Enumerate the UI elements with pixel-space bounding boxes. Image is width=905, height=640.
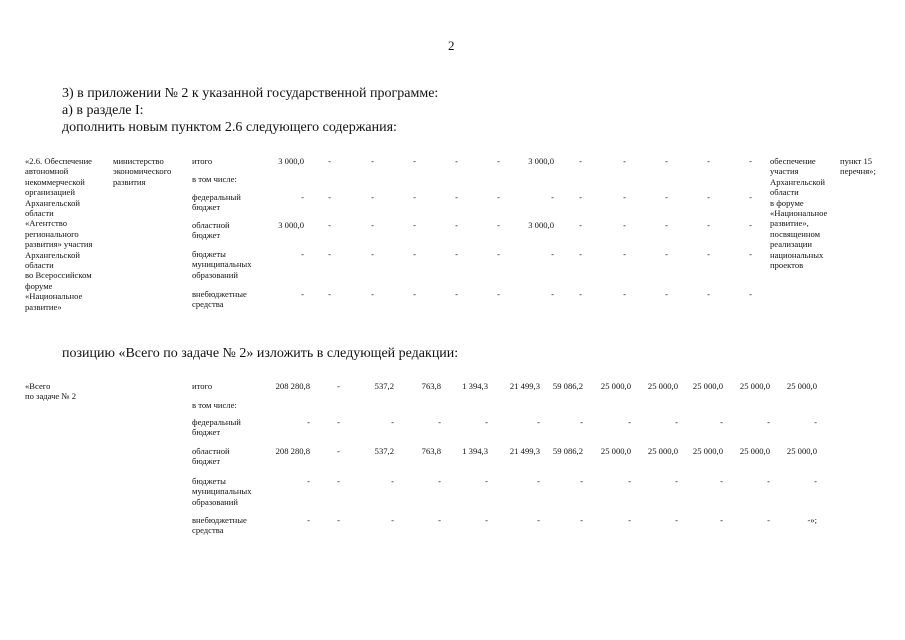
value-cell: - xyxy=(623,289,626,299)
value-cell: - xyxy=(413,289,416,299)
value-cell: 59 086,2 xyxy=(552,381,583,391)
intro-line-3: дополнить новым пунктом 2.6 следующего содержания: xyxy=(62,120,397,135)
link-line: пункт 15 xyxy=(840,156,873,166)
value-cell: - xyxy=(720,476,723,486)
value-cell: - xyxy=(337,381,340,391)
value-cell: - xyxy=(438,476,441,486)
value-cell: - xyxy=(371,289,374,299)
value-cell: - xyxy=(767,476,770,486)
value-cell: - xyxy=(301,249,304,259)
value-cell: - xyxy=(579,220,582,230)
source-line: бюджет xyxy=(192,427,221,438)
value-cell: - xyxy=(749,249,752,259)
item-name-line: автономной xyxy=(25,166,69,177)
result-line: реализации xyxy=(770,239,812,250)
value-cell: - xyxy=(675,476,678,486)
value-cell: - xyxy=(307,417,310,427)
source-line: бюджеты xyxy=(192,476,226,486)
result-line: проектов xyxy=(770,260,804,270)
item-name-line: «2.6. Обеспечение xyxy=(25,156,92,166)
value-cell: - xyxy=(665,249,668,259)
value-cell: - xyxy=(749,192,752,202)
source-line: средства xyxy=(192,525,224,536)
value-cell: - xyxy=(413,220,416,230)
item-name-line: по задаче № 2 xyxy=(25,391,77,402)
result-line: области xyxy=(770,187,799,198)
item-name-line: Архангельской xyxy=(25,249,80,260)
item-name-line: области xyxy=(25,260,54,270)
executor-line: министерство xyxy=(113,156,164,166)
intro-line-1: 3) в приложении № 2 к указанной государственной программе: xyxy=(62,86,439,101)
item-name-line: форуме xyxy=(25,280,53,291)
value-cell: - xyxy=(537,515,540,525)
value-cell: 25 000,0 xyxy=(739,381,770,391)
value-cell: - xyxy=(391,515,394,525)
value-cell: - xyxy=(623,192,626,202)
source-line: в том числе: xyxy=(192,174,237,184)
source-line: областной xyxy=(192,446,230,456)
value-cell: - xyxy=(307,515,310,525)
value-cell: 21 499,3 xyxy=(509,381,540,391)
value-cell: - xyxy=(438,515,441,525)
value-cell: - xyxy=(551,249,554,259)
value-cell: - xyxy=(675,515,678,525)
value-cell: - xyxy=(455,249,458,259)
executor-line: экономического xyxy=(113,166,172,177)
value-cell: 1 394,3 xyxy=(462,381,488,391)
value-cell: - xyxy=(497,156,500,166)
value-cell: - xyxy=(301,192,304,202)
value-cell: - xyxy=(579,249,582,259)
value-cell: - xyxy=(665,156,668,166)
value-cell: - xyxy=(413,249,416,259)
value-cell: - xyxy=(328,249,331,259)
value-cell: - xyxy=(749,289,752,299)
value-cell: 208 280,8 xyxy=(275,381,310,391)
value-cell: - xyxy=(623,249,626,259)
value-cell: - xyxy=(438,417,441,427)
item-name-line: области xyxy=(25,208,54,218)
value-cell: - xyxy=(767,515,770,525)
intro-line-2: а) в разделе I: xyxy=(62,103,144,118)
value-cell: - xyxy=(337,417,340,427)
link-line: перечня»; xyxy=(840,166,876,177)
value-cell: - xyxy=(328,220,331,230)
value-cell: - xyxy=(628,417,631,427)
source-line: образований xyxy=(192,496,238,507)
value-cell: - xyxy=(413,192,416,202)
source-line: бюджет xyxy=(192,456,221,467)
value-cell: 537,2 xyxy=(374,381,394,391)
value-cell: - xyxy=(485,476,488,486)
result-line: «Национальное xyxy=(770,208,828,218)
value-cell: - xyxy=(371,192,374,202)
source-line: областной xyxy=(192,220,230,230)
value-cell: - xyxy=(665,192,668,202)
item-name-line: некоммерческой xyxy=(25,176,85,187)
value-cell: - xyxy=(485,515,488,525)
value-cell: - xyxy=(337,476,340,486)
value-cell: - xyxy=(537,476,540,486)
value-cell: 763,8 xyxy=(421,381,441,391)
value-cell: - xyxy=(707,192,710,202)
value-cell: 3 000,0 xyxy=(278,220,304,230)
value-cell: - xyxy=(749,220,752,230)
source-line: муниципальных xyxy=(192,486,252,497)
value-cell: - xyxy=(328,192,331,202)
value-cell: - xyxy=(337,446,340,456)
value-cell: - xyxy=(497,220,500,230)
source-line: бюджет xyxy=(192,202,221,213)
value-cell: - xyxy=(328,156,331,166)
item-name-line: «Агентство xyxy=(25,218,68,229)
source-line: муниципальных xyxy=(192,259,252,270)
value-cell: 208 280,8 xyxy=(275,446,310,456)
source-line: образований xyxy=(192,269,238,280)
value-cell: 25 000,0 xyxy=(600,446,631,456)
source-line: федеральный xyxy=(192,417,241,427)
value-cell: - xyxy=(814,417,817,427)
value-cell: - xyxy=(579,192,582,202)
result-line: обеспечение xyxy=(770,156,816,166)
value-cell: - xyxy=(579,289,582,299)
value-cell: - xyxy=(328,289,331,299)
value-cell: 25 000,0 xyxy=(647,446,678,456)
value-cell: - xyxy=(628,476,631,486)
value-cell: - xyxy=(707,156,710,166)
value-cell: - xyxy=(580,476,583,486)
value-cell: 1 394,3 xyxy=(462,446,488,456)
value-cell: - xyxy=(497,289,500,299)
source-line: бюджет xyxy=(192,230,221,241)
value-cell: 3 000,0 xyxy=(278,156,304,166)
value-cell: - xyxy=(371,156,374,166)
value-cell: - xyxy=(665,220,668,230)
value-cell: - xyxy=(675,417,678,427)
value-cell: - xyxy=(720,515,723,525)
value-cell: - xyxy=(455,289,458,299)
item-name-line: Архангельской xyxy=(25,197,80,208)
item-name-line: во Всероссийском xyxy=(25,270,92,281)
executor-line: развития xyxy=(113,176,146,187)
item-name-line: «Всего xyxy=(25,381,51,391)
value-cell: 3 000,0 xyxy=(528,220,554,230)
value-cell: - xyxy=(455,220,458,230)
result-line: национальных xyxy=(770,249,824,260)
value-cell: - xyxy=(623,156,626,166)
result-line: в форуме xyxy=(770,197,804,208)
value-cell: - xyxy=(551,289,554,299)
value-cell: - xyxy=(623,220,626,230)
source-line: итого xyxy=(192,381,213,391)
value-cell: - xyxy=(455,192,458,202)
value-cell: - xyxy=(497,192,500,202)
value-cell: - xyxy=(497,249,500,259)
value-cell: 25 000,0 xyxy=(600,381,631,391)
source-line: федеральный xyxy=(192,192,241,202)
value-cell: - xyxy=(749,156,752,166)
value-cell: - xyxy=(767,417,770,427)
value-cell: - xyxy=(707,220,710,230)
value-cell: - xyxy=(665,289,668,299)
value-cell: - xyxy=(371,249,374,259)
value-cell: 3 000,0 xyxy=(528,156,554,166)
value-cell: - xyxy=(371,220,374,230)
source-line: средства xyxy=(192,299,224,310)
source-line: в том числе: xyxy=(192,400,237,410)
value-cell: - xyxy=(580,515,583,525)
value-cell: - xyxy=(301,289,304,299)
result-line: участия xyxy=(770,166,799,177)
value-cell: 25 000,0 xyxy=(692,446,723,456)
paragraph-2: позицию «Всего по задаче № 2» изложить в следующей редакции: xyxy=(62,346,459,361)
value-cell: - xyxy=(391,417,394,427)
value-cell: - xyxy=(337,515,340,525)
value-cell: - xyxy=(707,249,710,259)
value-cell: - xyxy=(814,476,817,486)
value-cell: - xyxy=(579,156,582,166)
item-name-line: развития» участия xyxy=(25,239,93,250)
value-cell: - xyxy=(307,476,310,486)
value-cell: 763,8 xyxy=(421,446,441,456)
value-cell: 25 000,0 xyxy=(786,381,817,391)
value-cell: -»; xyxy=(807,515,817,525)
result-line: развитие», xyxy=(770,218,809,229)
item-name-line: организацией xyxy=(25,187,75,198)
value-cell: - xyxy=(628,515,631,525)
value-cell: 59 086,2 xyxy=(552,446,583,456)
value-cell: 25 000,0 xyxy=(786,446,817,456)
value-cell: - xyxy=(455,156,458,166)
page-number: 2 xyxy=(448,38,455,53)
source-line: бюджеты xyxy=(192,249,226,259)
value-cell: - xyxy=(413,156,416,166)
value-cell: - xyxy=(720,417,723,427)
result-line: посвященном xyxy=(770,228,821,239)
value-cell: - xyxy=(485,417,488,427)
value-cell: - xyxy=(551,192,554,202)
value-cell: 537,2 xyxy=(374,446,394,456)
item-name-line: «Национальное xyxy=(25,291,83,302)
value-cell: - xyxy=(707,289,710,299)
result-line: Архангельской xyxy=(770,176,825,187)
item-name-line: развитие» xyxy=(25,301,62,312)
value-cell: 25 000,0 xyxy=(647,381,678,391)
item-name-line: регионального xyxy=(25,228,79,239)
value-cell: - xyxy=(537,417,540,427)
value-cell: - xyxy=(391,476,394,486)
source-line: внебюджетные xyxy=(192,515,247,525)
source-line: итого xyxy=(192,156,213,166)
value-cell: - xyxy=(580,417,583,427)
source-line: внебюджетные xyxy=(192,289,247,299)
value-cell: 25 000,0 xyxy=(739,446,770,456)
value-cell: 21 499,3 xyxy=(509,446,540,456)
value-cell: 25 000,0 xyxy=(692,381,723,391)
